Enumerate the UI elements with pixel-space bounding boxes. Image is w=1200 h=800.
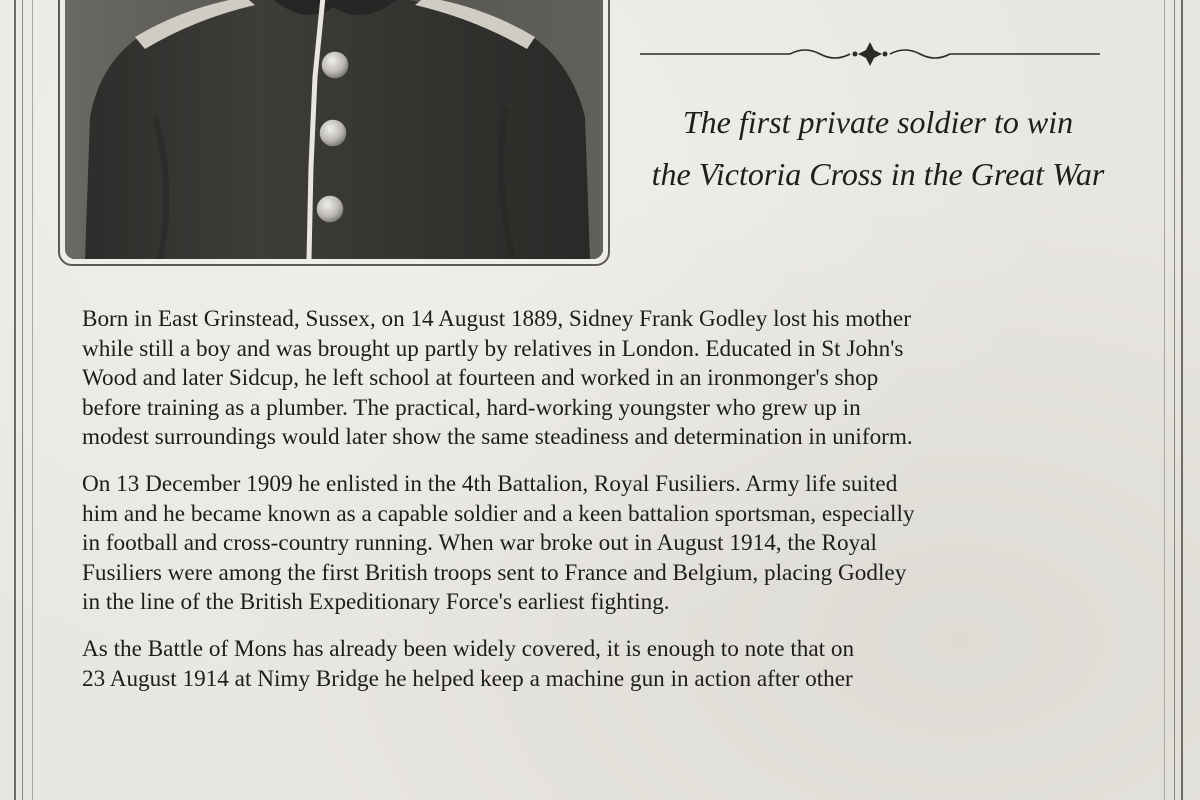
subtitle-line-1: The first private soldier to win xyxy=(682,104,1074,140)
paragraph-3: As the Battle of Mons has already been widely covered, it is enough to note that on 23 August 1914 at Nimy Bridge he helped keep a machine gun in action after other xyxy=(82,635,855,692)
paragraph-2: On 13 December 1909 he enlisted in the 4th Battalion, Royal Fusiliers. Army life suited him and he became known as a capable soldier and a keen battalion sportsman, especially in football and cross-country running. When war broke out in August 1914, the Royal Fusiliers were among the first British troops sent to France and Belgium, placing Godley in the line of the British Expeditionary Force's earliest fighting. xyxy=(82,470,915,616)
subtitle-line-2: the Victoria Cross in the Great War xyxy=(651,156,1105,192)
soldier-uniform-image xyxy=(65,0,603,259)
portrait-photo-frame xyxy=(58,0,610,266)
article-body xyxy=(82,305,1122,711)
subtitle xyxy=(628,96,1128,200)
portrait-photo xyxy=(65,0,603,259)
paragraph-1: Born in East Grinstead, Sussex, on 14 August 1889, Sidney Frank Godley lost his mother while still a boy and was brought up partly by relatives in London. Educated in St John's Wood and later Sidcup, he left school at fourteen and worked in an ironmonger's shop before training as a plumber. The practical, hard-working youngster who grew up in modest surroundings would later show the same steadiness and determination in uniform. xyxy=(82,306,913,451)
ornamental-divider xyxy=(640,40,1100,68)
